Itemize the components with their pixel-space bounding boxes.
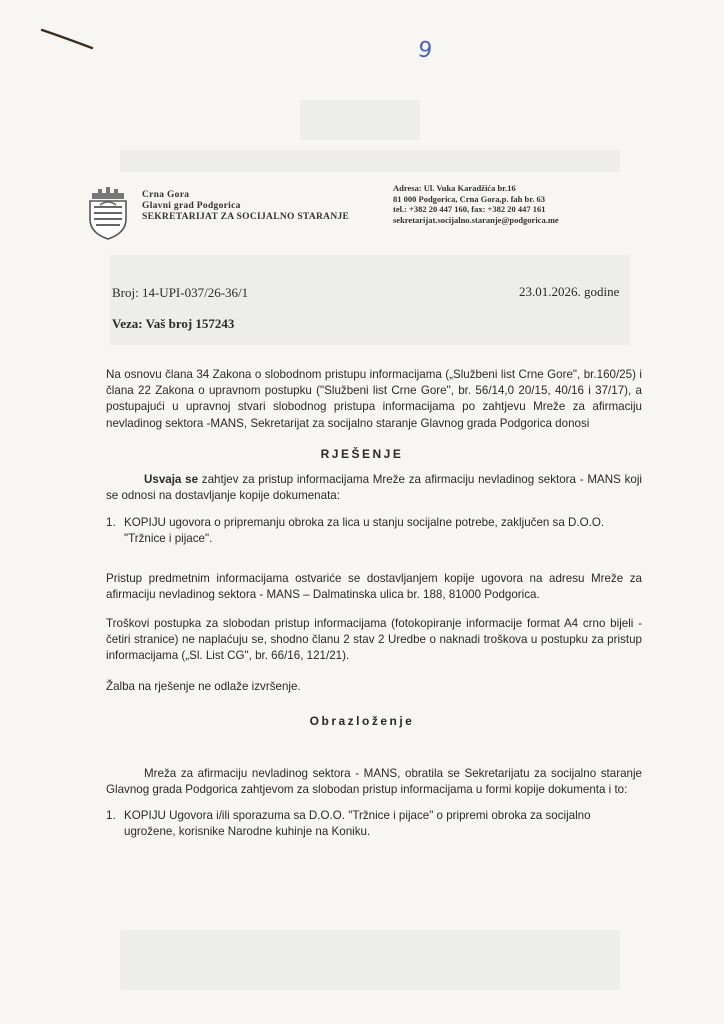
contact-address: Adresa: Ul. Vuka Karadžića br.16: [393, 183, 516, 193]
contact-postal: 81 000 Podgorica, Crna Gora,p. fah br. 63: [393, 193, 545, 204]
decision-item-number: 1.: [106, 516, 116, 529]
reasoning-item-text: KOPIJU Ugovora i/ili sporazuma sa D.O.O. "Tržnice i pijace" o pripremi obroka za socijalno ugrožene, korisnike Narodne kuhinje na Koniku.: [124, 809, 591, 839]
reasoning-item-number: 1.: [106, 809, 116, 822]
contact-email: sekretarijat.socijalno.staranje@podgorica.me: [393, 214, 559, 225]
issuer-block: [142, 190, 349, 223]
pen-stroke-mark: [40, 26, 94, 52]
reasoning-intro-text: Mreža za afirmaciju nevladinog sektora - MANS, obratila se Sekretarijatu za socijalno staranje Glavnog grada Podgorica zahtjevom za slobodan pristup informacijama u formi kopije dokumenta i to:: [106, 767, 642, 797]
decision-title: RJEŠENJE: [320, 447, 404, 461]
handwritten-page-number: 9: [416, 37, 434, 64]
decision-list-item: [106, 515, 642, 547]
bleed-through: [120, 150, 620, 172]
issuer-department: SEKRETARIJAT ZA SOCIJALNO STARANJE: [142, 212, 350, 222]
access-paragraph: Pristup predmetnim informacijama ostvariće se dostavljanjem kopije ugovora na adresu Mreže za afirmaciju nevladinog sektora - MANS – Dalmatinska ulica br. 188, 81000 Podgorica.: [106, 572, 642, 602]
reference-date: 23.01.2026. godine: [519, 284, 620, 299]
decision-lead: [106, 472, 642, 504]
reference-link: Veza: Vaš broj 157243: [112, 316, 235, 331]
bleed-through: [300, 100, 420, 140]
issuer-city: Glavni grad Podgorica: [142, 201, 241, 211]
contact-block: [393, 183, 559, 225]
preamble: Na osnovu člana 34 Zakona o slobodnom pristupu informacijama („Službeni list Crne Gore", br.160/25) i člana 22 Zakona o upravnom postupku ("Službeni list Crne Gore", br. 56/14,0 20/15, 40/16 i 37/17), a postupajući u upravnoj stvari slobodnog pristupa informacijama po zahtjevu Mreže za afirmaciju nevladinog sektora -MANS, Sekretarijat za socijalno staranje Glavnog grada Podgorica donosi: [106, 368, 642, 430]
appeal-paragraph: Žalba na rješenje ne odlaže izvršenje.: [106, 680, 301, 693]
decision-item-text: KOPIJU ugovora o pripremanju obroka za lica u stanju socijalne potrebe, zaključen sa D.O.O. "Tržnice i pijace".: [124, 516, 605, 546]
reference-number: Broj: 14-UPI-037/26-36/1: [112, 285, 249, 300]
reasoning-title: Obrazloženje: [309, 714, 415, 728]
decision-lead-text: zahtjev za pristup informacijama Mreže za afirmaciju nevladinog sektora - MANS koji se odnosi na dostavljanje kopije dokumenata:: [106, 473, 642, 503]
podgorica-coat-of-arms-icon: [86, 183, 130, 241]
bleed-through: [120, 930, 620, 990]
contact-phone: tel.: +382 20 447 160, fax: +382 20 447 161: [393, 204, 546, 214]
decision-lead-bold: Usvaja se: [144, 473, 199, 486]
costs-paragraph: Troškovi postupka za slobodan pristup informacijama (fotokopiranje informacije format A4 crno bijeli - četiri stranice) ne naplaćuju se, shodno članu 2 stav 2 Uredbe o naknadi troškova u postupku za pristup informacijama („Sl. List CG", br. 66/16, 121/21).: [106, 617, 642, 663]
reasoning-list-item: [106, 808, 642, 840]
reasoning-intro: [106, 766, 642, 798]
issuer-country: Crna Gora: [142, 190, 190, 200]
